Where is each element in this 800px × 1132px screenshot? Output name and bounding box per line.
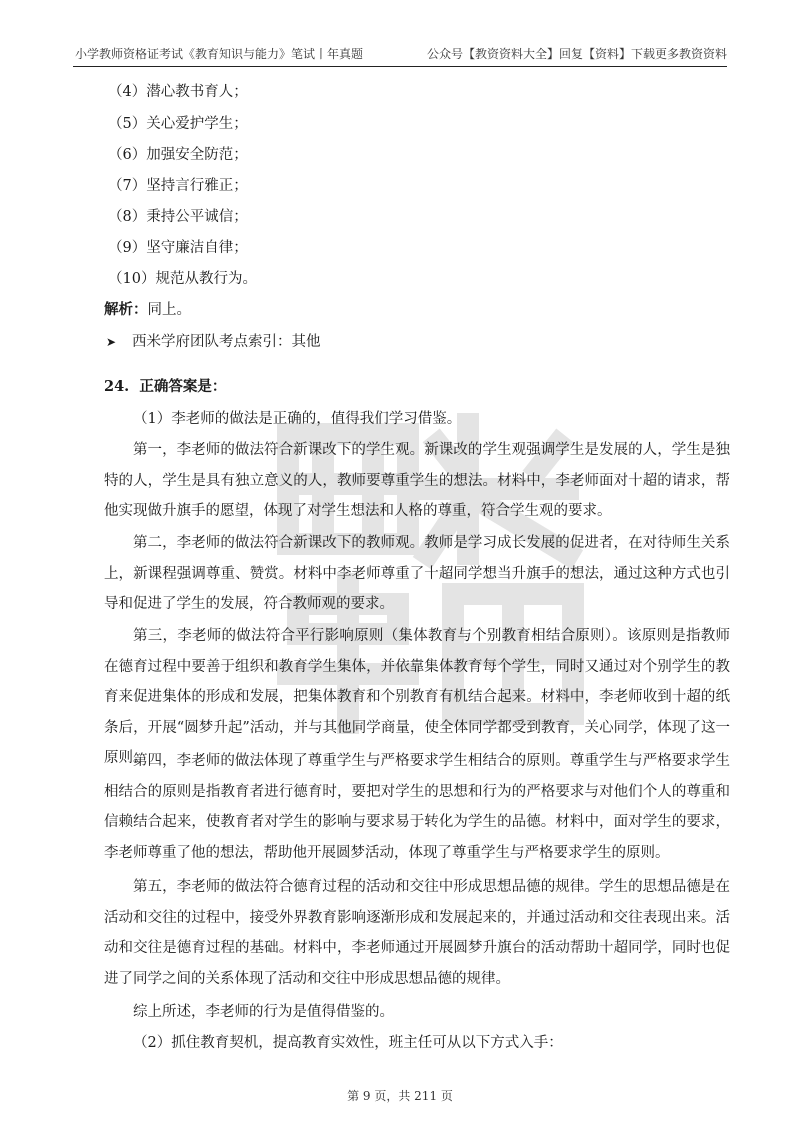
list-item: （4）潜心教书育人；	[108, 84, 248, 100]
question-number: 24.	[104, 378, 130, 395]
page-header	[73, 42, 727, 67]
list-item: （10）规范从教行为。	[108, 271, 257, 287]
page-footer: 第 9 页，共 211 页	[347, 1089, 453, 1103]
list-item: （9）坚守廉洁自律；	[108, 240, 248, 256]
answer-paragraph: 第一，李老师的做法符合新课改下的学生观。新课改的学生观强调学生是发展的人，学生是独特的人，学生是具有独立意义的人，教师要尊重学生的想法。材料中，李老师面对十超的请求，帮他实现做升旗手的愿望，体现了对学生想法和人格的尊重，符合学生观的要求。	[104, 442, 730, 519]
analysis-line	[104, 300, 191, 320]
arrow-bullet-icon: ➤	[106, 335, 117, 349]
list-item: （6）加强安全防范；	[108, 147, 248, 163]
conclusion-paragraph: 综上所述，李老师的行为是值得借鉴的。	[133, 1004, 394, 1020]
index-note	[106, 332, 321, 352]
analysis-label: 解析：	[104, 301, 148, 318]
question-heading	[104, 377, 226, 397]
list-item: （7）坚持言行雅正；	[108, 178, 248, 194]
index-note-text: 西米学府团队考点索引：其他	[132, 334, 321, 350]
analysis-text: 同上。	[147, 302, 191, 318]
answer-paragraph: 第三，李老师的做法符合平行影响原则（集体教育与个别教育相结合原则）。该原则是指教师在德育过程中要善于组织和教育学生集体，并依靠集体教育每个学生，同时又通过对个别学生的教育来促进集体的形成和发展，把集体教育和个别教育有机结合起来。材料中，李老师收到十超的纸条后，开展“圆梦升起”活动，并与其他同学商量，使全体同学都受到教育，关心同学，体现了这一原则。	[104, 628, 730, 766]
list-item: （8）秉持公平诚信；	[108, 209, 248, 225]
list-item: （5）关心爱护学生；	[108, 116, 248, 132]
header-promo: 公众号【教资资料大全】回复【资料】下载更多教资资料	[426, 47, 727, 61]
answer-paragraph: 第二，李老师的做法符合新课改下的教师观。教师是学习成长发展的促进者，在对待师生关系上，新课程强调尊重、赞赏。材料中李老师尊重了十超同学想当升旗手的想法，通过这种方式也引导和促进了学生的发展，符合教师观的要求。	[104, 535, 730, 612]
answer-paragraph: 第五，李老师的做法符合德育过程的活动和交往中形成思想品德的规律。学生的思想品德是在活动和交往的过程中，接受外界教育影响逐渐形成和发展起来的，并通过活动和交往表现出来。活动和交往是德育过程的基础。材料中，李老师通过开展圆梦升旗台的活动帮助十超同学，同时也促进了同学之间的关系体现了活动和交往中形成思想品德的规律。	[104, 879, 730, 987]
question-label: 正确答案是：	[139, 378, 227, 395]
answer-paragraph: （2）抓住教育契机，提高教育实效性，班主任可从以下方式入手：	[133, 1035, 563, 1051]
answer-paragraph: （1）李老师的做法是正确的，值得我们学习借鉴。	[133, 411, 462, 427]
answer-paragraph: 第四，李老师的做法体现了尊重学生与严格要求学生相结合的原则。尊重学生与严格要求学生相结合的原则是指教育者进行德育时，要把对学生的思想和行为的严格要求与对他们个人的尊重和信赖结合起来，使教育者对学生的影响与要求易于转化为学生的品德。材料中，面对学生的要求，李老师尊重了他的想法，帮助他开展圆梦活动，体现了尊重学生与严格要求学生的原则。	[104, 753, 730, 861]
header-title: 小学教师资格证考试《教育知识与能力》笔试丨年真题	[75, 47, 364, 61]
